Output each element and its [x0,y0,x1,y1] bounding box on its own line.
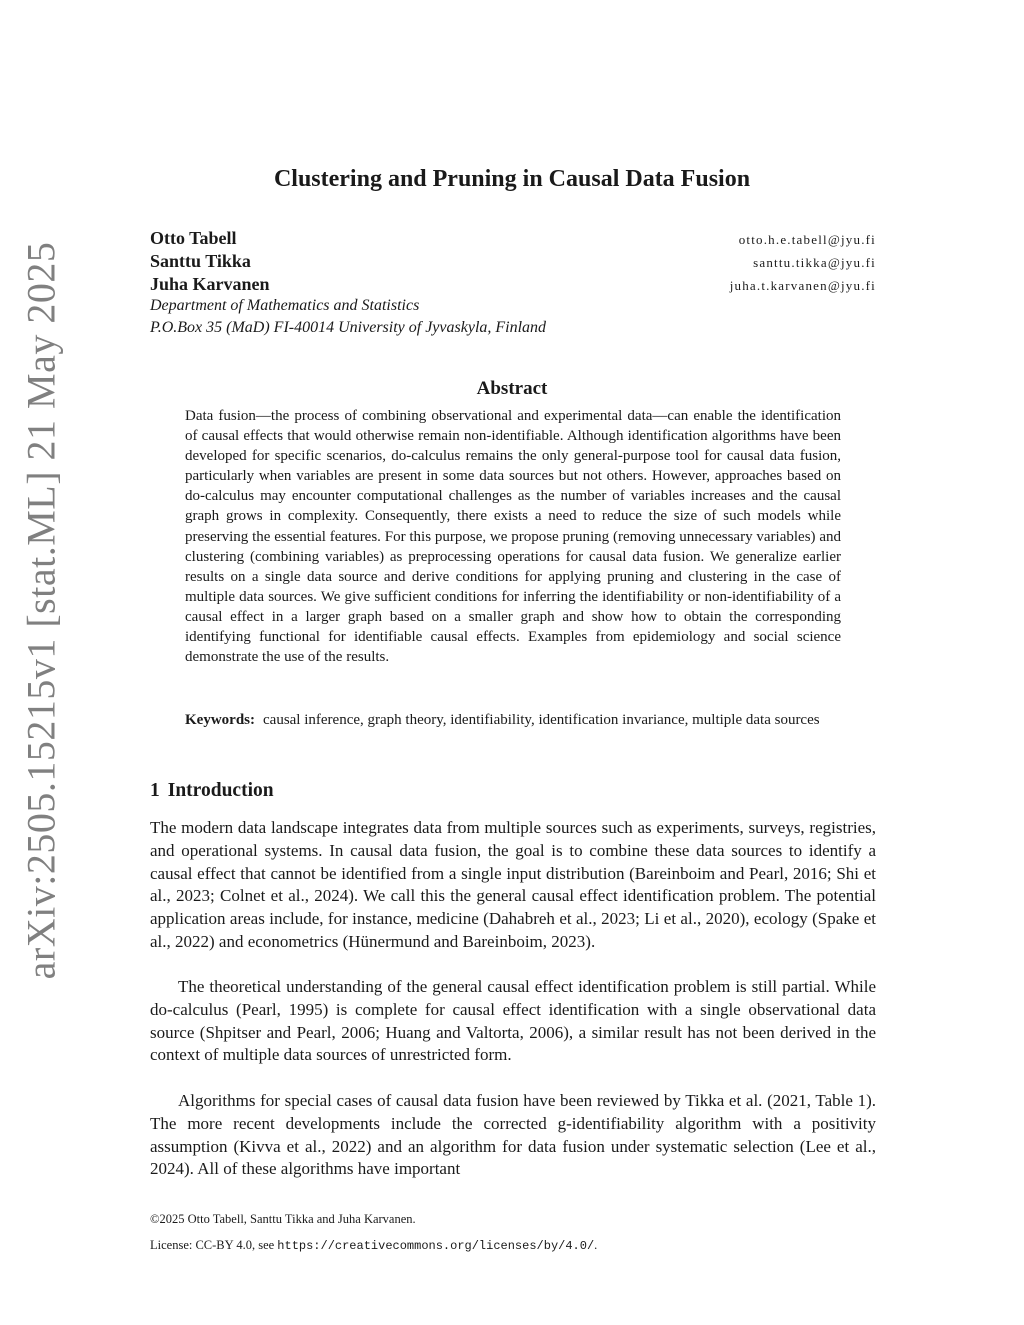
author-row [150,228,876,251]
abstract-heading: Abstract [476,378,548,399]
body-paragraph: The theoretical understanding of the general causal effect identification problem is still partial. While do-calculus (Pearl, 1995) is complete for causal effect identification with a single observational data source (Shpitser and Pearl, 2006; Huang and Valtorta, 2006), a similar result has not been derived in the context of multiple data sources of unrestricted form. [150,977,876,1065]
body-paragraph: Algorithms for special cases of causal data fusion have been reviewed by Tikka et al. (2021, Table 1). The more recent developments include the corrected g-identifiability algorithm with a positivity assumption (Kivva et al., 2022) and an algorithm for data fusion under systematic selection (Lee et al., 2024). All of these algorithms have important [150,1091,876,1179]
license-notice [150,1238,597,1253]
arxiv-stamp [12,241,70,979]
affiliation-department: Department of Mathematics and Statistics [150,297,420,314]
paper-title: Clustering and Pruning in Causal Data Fusion [273,166,751,192]
section-title: Introduction [167,780,274,801]
author-email: otto.h.e.tabell@jyu.fi [738,232,876,247]
keywords [185,710,841,731]
author-email: juha.t.karvanen@jyu.fi [729,278,876,293]
author-name: Juha Karvanen [150,274,270,294]
keywords-label: Keywords: [185,712,255,728]
copyright-notice: ©2025 Otto Tabell, Santtu Tikka and Juha Karvanen. [150,1212,416,1226]
keywords-list: causal inference, graph theory, identifiability, identification invariance, multiple data sources [263,712,820,728]
license-link[interactable]: https://creativecommons.org/licenses/by/4.0/ [277,1239,595,1253]
body-paragraph: The modern data landscape integrates data from multiple sources such as experiments, surveys, registries, and operational systems. In causal data fusion, the goal is to combine these data sources to identify a causal effect that cannot be identified from a single input distribution (Bareinboim and Pearl, 2016; Shi et al., 2023; Colnet et al., 2024). We call this the general causal effect identification problem. The potential application areas include, for instance, medicine (Dahabreh et al., 2023; Li et al., 2020), ecology (Spake et al., 2022) and econometrics (Hünermund and Bareinboim, 2023). [150,818,876,951]
abstract-text: Data fusion—the process of combining observational and experimental data—can enable the identification of causal effects that would otherwise remain non-identifiable. Although identification algorithms have been developed for specific scenarios, do-calculus remains the only general-purpose tool for causal data fusion, particularly when variables are present in some data sources but not others. However, approaches based on do-calculus may encounter computational challenges as the number of variables increases and the causal graph grows in complexity. Consequently, there exists a need to reduce the size of such models while preserving the essential features. For this purpose, we propose pruning (removing unnecessary variables) and clustering (combining variables) as preprocessing operations for causal data fusion. We generalize earlier results on a single data source and derive conditions for applying pruning and clustering in the case of multiple data sources. We give sufficient conditions for inferring the identifiability or non-identifiability of a causal effect in a larger graph based on a smaller graph and show how to obtain the corresponding identifying functional for identifiable causal effects. Examples from epidemiology and social science demonstrate the use of the results. [185,408,841,666]
author-email: santtu.tikka@jyu.fi [753,255,876,270]
section-heading [150,780,274,802]
license-prefix: License: CC-BY 4.0, see [150,1238,275,1252]
affiliation-address: P.O.Box 35 (MaD) FI-40014 University of Jyvaskyla, Finland [150,319,547,336]
author-block [150,228,876,341]
author-row [150,251,876,274]
section-number: 1 [150,780,160,801]
author-row [150,274,876,297]
license-suffix: . [594,1238,598,1252]
arxiv-identifier: arXiv:2505.15215v1 [stat.ML] 21 May 2025 [18,241,64,979]
author-name: Otto Tabell [150,228,237,248]
author-name: Santtu Tikka [150,251,251,271]
